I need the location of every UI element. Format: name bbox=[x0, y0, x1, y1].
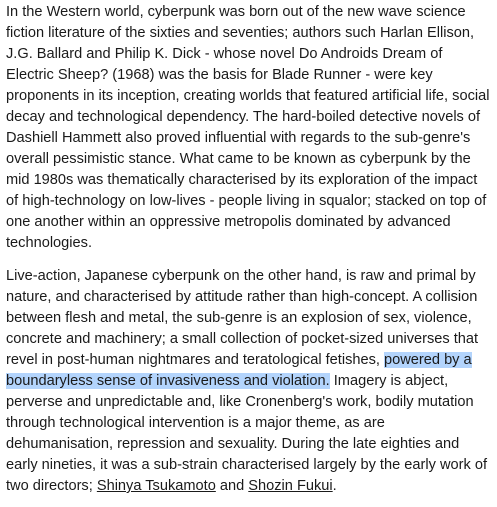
sentence-end: . bbox=[332, 478, 337, 494]
link-shinya-tsukamoto[interactable]: Shinya Tsukamoto bbox=[96, 478, 216, 494]
selected-text-highlight[interactable]: powered by a boundaryless sense of invasiveness and violation. bbox=[6, 352, 472, 389]
paragraph-western-cyberpunk: In the Western world, cyberpunk was born out of the new wave science fiction literature of the sixties and seventies; authors such Harlan Ellison, J.G. Ballard and Philip K. Dick - whose novel Do Androids Dream of Electric Sheep? (1968) was the basis for Blade Runner - were key proponents in its inception, creating worlds that featured artificial life, social decay and technological dependency. The hard-boiled detective novels of Dashiell Hammett also proved influential with regards to the sub-genre's overall pessimistic stance. What came to be known as cyberpunk by the mid 1980s was thematically characterised by its exploration of the impact of high-technology on low-lives - people living in squalor; stacked on top of one another within an oppressive metropolis dominated by advanced technologies. bbox=[6, 4, 490, 251]
paragraph-text-before-highlight: Live-action, Japanese cyberpunk on the other hand, is raw and primal by nature, and characterised by attitude rather than high-concept. A collision between flesh and metal, the sub-genre is an explosion of sex, violence, concrete and machinery; a small collection of pocket-sized universes that revel in post-human nightmares and teratological fetishes, bbox=[6, 268, 479, 368]
link-shozin-fukui[interactable]: Shozin Fukui bbox=[248, 478, 333, 494]
paragraph-japanese-cyberpunk bbox=[6, 266, 491, 497]
conjunction-text: and bbox=[215, 478, 249, 494]
paragraph-text-after-highlight: Imagery is abject, perverse and unpredictable and, like Cronenberg's work, bodily mutation through technological intervention is a major theme, as are dehumanisation, repression and sexuality. During the late eighties and early nineties, it was a sub-strain characterised largely by the early work of two directors; bbox=[6, 373, 487, 494]
